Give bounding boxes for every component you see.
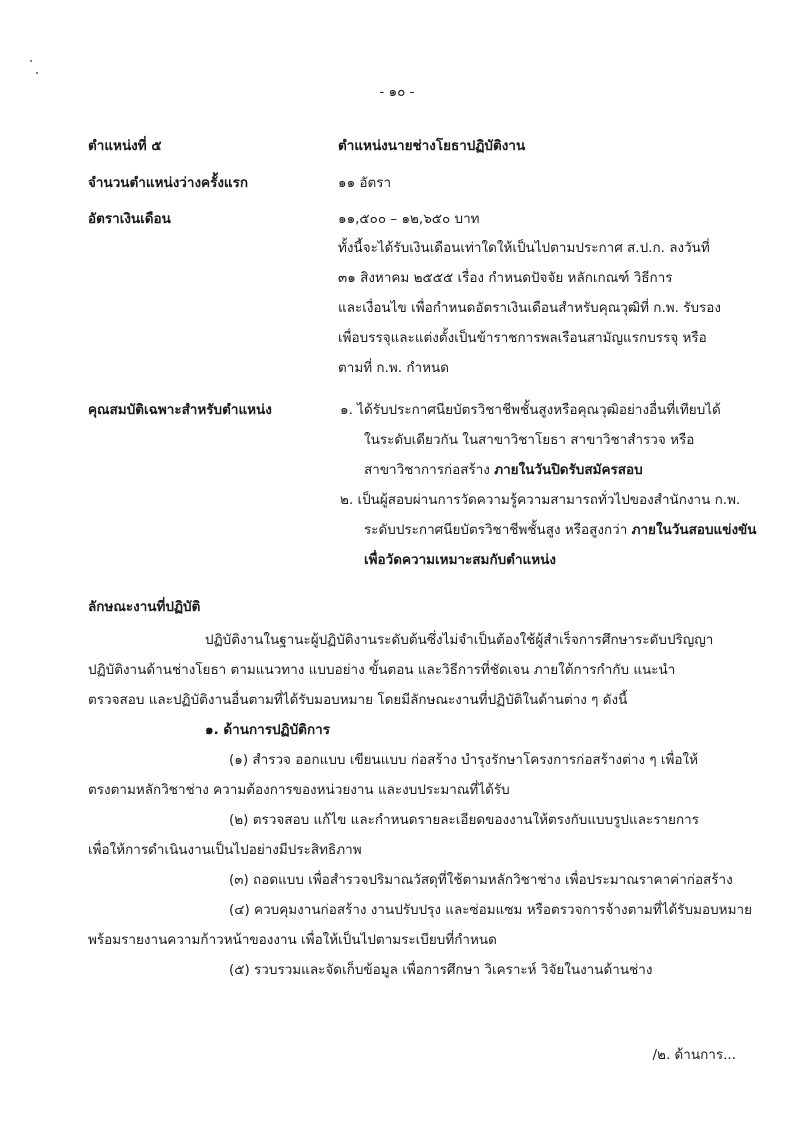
qualification-1-line: ๑. ได้รับประกาศนียบัตรวิชาชีพชั้นสูงหรือคุณวุฒิอย่างอื่นที่เทียบได้	[340, 402, 721, 418]
duty-item-continuation: พร้อมรายงานความก้าวหน้าของงาน เพื่อให้เป็นไปตามระเบียบที่กำหนด	[88, 932, 497, 948]
qualification-2-deadline: ภายในวันสอบแข่งขัน	[631, 522, 757, 538]
qualification-2-text: ระดับประกาศนียบัตรวิชาชีพชั้นสูง หรือสูงกว่า	[364, 522, 632, 538]
duty-item: (๒) ตรวจสอบ แก้ไข และกำหนดรายละเอียดของงานให้ตรงกับแบบรูปและรายการ	[229, 812, 699, 828]
duty-item: (๑) สำรวจ ออกแบบ เขียนแบบ ก่อสร้าง บำรุงรักษาโครงการก่อสร้างต่าง ๆ เพื่อให้	[229, 752, 698, 768]
continuation-marker: /๒. ด้านการ...	[652, 1047, 736, 1063]
vacancies-label: จำนวนตำแหน่งว่างครั้งแรก	[88, 175, 249, 191]
scan-speck	[36, 72, 38, 74]
qualification-2-line: เพื่อวัดความเหมาะสมกับตำแหน่ง	[364, 552, 556, 568]
duties-intro-line: ปฏิบัติงานด้านช่างโยธา ตามแนวทาง แบบอย่าง ขั้นตอน และวิธีการที่ชัดเจน ภายใต้การกำกับ แนะนำ	[88, 662, 676, 678]
position-title: ตำแหน่งนายช่างโยธาปฏิบัติงาน	[338, 138, 526, 154]
qualification-1-text: สาขาวิชาการก่อสร้าง	[364, 462, 495, 478]
salary-note-line: ตามที่ ก.พ. กำหนด	[338, 360, 450, 376]
duty-item-continuation: เพื่อให้การดำเนินงานเป็นไปอย่างมีประสิทธิภาพ	[88, 842, 362, 858]
duties-intro-line: ปฏิบัติงานในฐานะผู้ปฏิบัติงานระดับต้นซึ่งไม่จำเป็นต้องใช้ผู้สำเร็จการศึกษาระดับปริญญา	[205, 632, 714, 648]
salary-label: อัตราเงินเดือน	[88, 211, 171, 227]
duty-item: (๓) ถอดแบบ เพื่อสำรวจปริมาณวัสดุที่ใช้ตามหลักวิชาช่าง เพื่อประมาณราคาค่าก่อสร้าง	[229, 872, 733, 888]
qualification-1-line: ในระดับเดียวกัน ในสาขาวิชาโยธา สาขาวิชาสำรวจ หรือ	[364, 432, 695, 448]
scan-speck	[30, 60, 32, 62]
qualification-1-deadline: ภายในวันปิดรับสมัครสอบ	[494, 462, 643, 478]
qualification-1-line	[364, 458, 643, 480]
salary-note-line: ทั้งนี้จะได้รับเงินเดือนเท่าใดให้เป็นไปตามประกาศ ส.ป.ก. ลงวันที่	[338, 240, 710, 256]
qualification-2-line	[364, 518, 757, 540]
vacancies-value: ๑๑ อัตรา	[338, 175, 392, 191]
duty-item: (๔) ควบคุมงานก่อสร้าง งานปรับปรุง และซ่อมแซม หรือตรวจการจ้างตามที่ได้รับมอบหมาย	[229, 902, 752, 918]
page-number: - ๑๐ -	[379, 84, 415, 100]
qualifications-label: คุณสมบัติเฉพาะสำหรับตำแหน่ง	[88, 402, 272, 418]
duties-intro-line: ตรวจสอบ และปฏิบัติงานอื่นตามที่ได้รับมอบหมาย โดยมีลักษณะงานที่ปฏิบัติในด้านต่าง ๆ ดังนี้	[88, 692, 628, 708]
duty-item: (๕) รวบรวมและจัดเก็บข้อมูล เพื่อการศึกษา วิเคราะห์ วิจัยในงานด้านช่าง	[229, 962, 653, 978]
section-1-title: ๑. ด้านการปฏิบัติการ	[205, 722, 330, 738]
duties-heading: ลักษณะงานที่ปฏิบัติ	[88, 599, 201, 615]
salary-note-line: เพื่อบรรจุและแต่งตั้งเป็นข้าราชการพลเรือนสามัญแรกบรรจุ หรือ	[338, 330, 707, 346]
salary-note-line: ๓๑ สิงหาคม ๒๕๕๕ เรื่อง กำหนดปัจจัย หลักเกณฑ์ วิธีการ	[338, 270, 673, 286]
position-label: ตำแหน่งที่ ๕	[88, 138, 162, 154]
salary-note-line: และเงื่อนไข เพื่อกำหนดอัตราเงินเดือนสำหรับคุณวุฒิที่ ก.พ. รับรอง	[338, 300, 721, 316]
salary-range: ๑๑,๕๐๐ – ๑๒,๖๕๐ บาท	[338, 211, 480, 227]
duty-item-continuation: ตรงตามหลักวิชาช่าง ความต้องการของหน่วยงาน และงบประมาณที่ได้รับ	[88, 782, 510, 798]
qualification-2-line: ๒. เป็นผู้สอบผ่านการวัดความรู้ความสามารถทั่วไปของสำนักงาน ก.พ.	[340, 492, 741, 508]
